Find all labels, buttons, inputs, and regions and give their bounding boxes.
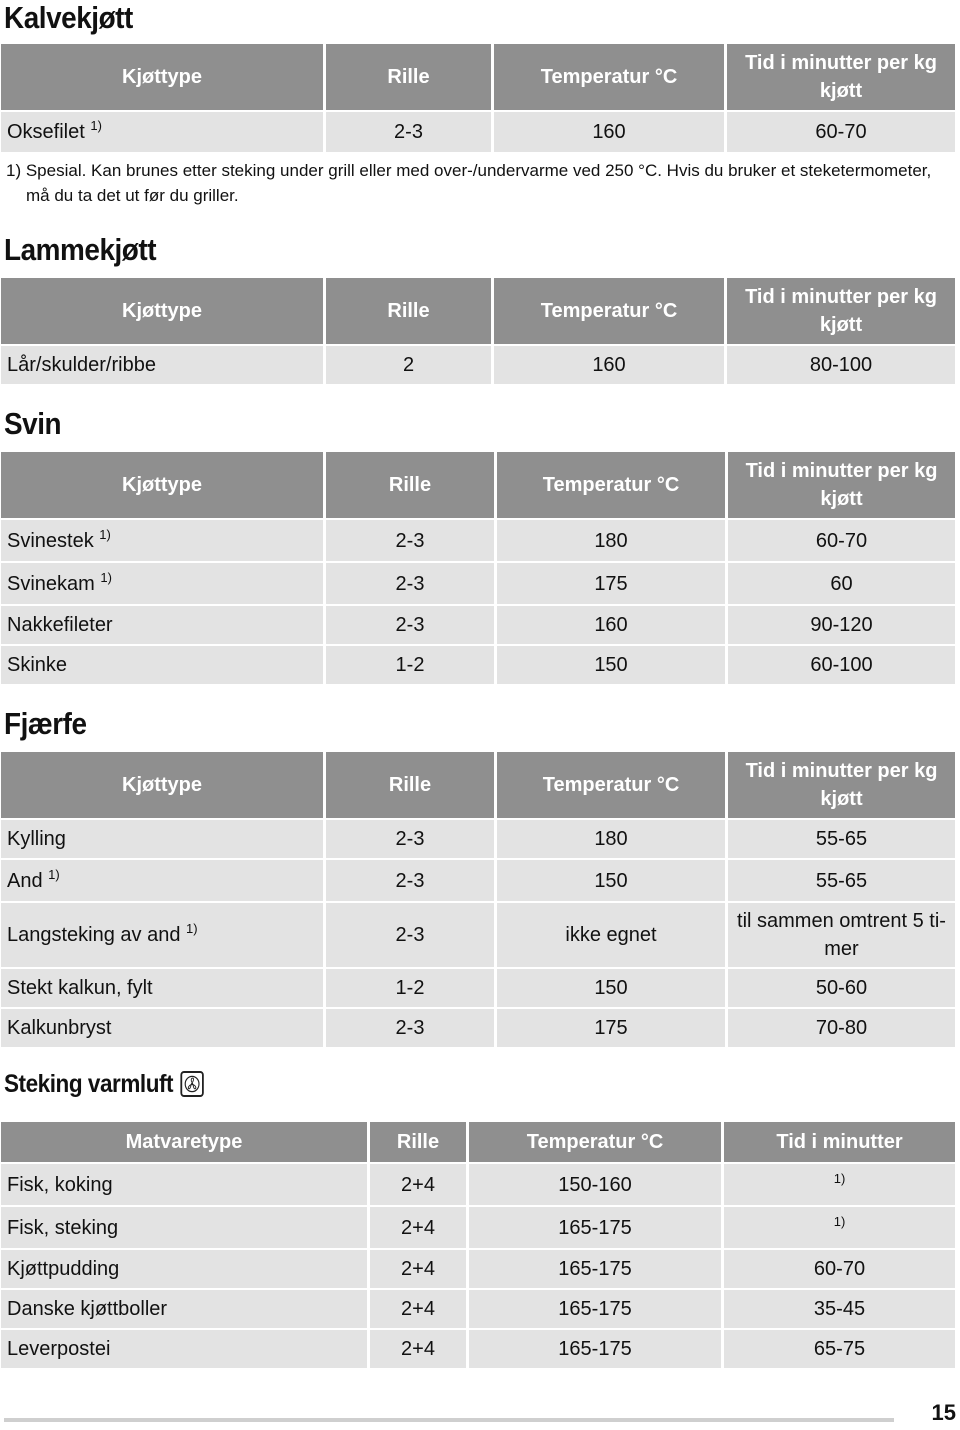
- cell-tid: 60: [728, 561, 955, 604]
- row-label: Kjøttpudding: [1, 1248, 367, 1288]
- col-header: Tid i minutter per kg kjøtt: [728, 752, 955, 818]
- row-label: Kalkunbryst: [1, 1007, 323, 1047]
- cell-temp: 165-175: [469, 1288, 721, 1328]
- cell-tid: 60-70: [724, 1248, 955, 1288]
- section-kalvekjott: [4, 0, 147, 36]
- cell-rille: 1-2: [326, 644, 494, 684]
- col-header: Kjøttype: [1, 44, 323, 110]
- section-title: Kalvekjøtt: [4, 0, 133, 35]
- footnote-ref: 1): [100, 569, 112, 585]
- row-label: Kylling: [1, 818, 323, 858]
- cell-rille: 2+4: [370, 1162, 466, 1205]
- cell-rille: 1-2: [326, 967, 494, 1007]
- col-header: Tid i minutter per kg kjøtt: [727, 44, 955, 110]
- page-number: 15: [931, 1400, 956, 1425]
- cell-rille: 2-3: [326, 901, 494, 967]
- cell-temp: 180: [497, 518, 725, 561]
- cell-temp: 160: [494, 110, 724, 152]
- table-kalvekjott: [0, 44, 958, 152]
- cell-temp: 160: [497, 604, 725, 644]
- table-row: [1, 858, 955, 901]
- cell-temp: 180: [497, 818, 725, 858]
- footnote-ref: 1): [90, 118, 102, 133]
- footnote-ref: 1): [48, 866, 60, 882]
- cell-temp: 160: [494, 344, 724, 384]
- table-row: [1, 561, 955, 604]
- cell-temp: 175: [497, 561, 725, 604]
- row-label: Svinekam: [7, 572, 95, 595]
- cell-tid: 55-65: [728, 858, 955, 901]
- col-header: Tid i minutter per kg kjøtt: [727, 278, 955, 344]
- table-row: [1, 1162, 955, 1205]
- table-header-row: [1, 752, 955, 818]
- cell-tid: til sammen omtrent 5 ti-mer: [728, 901, 955, 967]
- footnote-line: må du ta det ut før du griller.: [26, 186, 239, 205]
- col-header: Temperatur °C: [494, 44, 724, 110]
- cell-tid: 50-60: [728, 967, 955, 1007]
- col-header: Temperatur °C: [497, 752, 725, 818]
- section-svin: [4, 406, 67, 442]
- col-header: Rille: [326, 278, 491, 344]
- cell-rille: 2+4: [370, 1288, 466, 1328]
- row-label: Fisk, steking: [1, 1205, 367, 1248]
- table-row: [1, 110, 955, 152]
- cell-tid: 55-65: [728, 818, 955, 858]
- col-header: Kjøttype: [1, 278, 323, 344]
- row-label: And: [7, 869, 43, 892]
- col-header: Rille: [326, 752, 494, 818]
- col-header: Rille: [326, 452, 494, 518]
- cell-rille: 2+4: [370, 1205, 466, 1248]
- cell-tid: 60-100: [728, 644, 955, 684]
- table-row: [1, 967, 955, 1007]
- cell-rille: 2-3: [326, 604, 494, 644]
- cell-rille: 2: [326, 344, 491, 384]
- section-steking-varmluft: [4, 1066, 226, 1102]
- cell-tid: 60-70: [728, 518, 955, 561]
- section-title-text: Steking varmluft: [4, 1070, 174, 1098]
- cell-rille: 2-3: [326, 858, 494, 901]
- table-row: [1, 818, 955, 858]
- table-header-row: [1, 278, 955, 344]
- row-label: Oksefilet: [7, 121, 85, 143]
- table-fjaerfe: [0, 752, 958, 1047]
- section-lammekjott: [4, 232, 173, 268]
- cell-rille: 2-3: [326, 561, 494, 604]
- footnote-ref: 1): [99, 526, 111, 542]
- row-label: Lår/skulder/ribbe: [1, 344, 323, 384]
- cell-rille: 2-3: [326, 1007, 494, 1047]
- cell-temp: 150: [497, 967, 725, 1007]
- footnote: [6, 158, 956, 208]
- row-label: Stekt kalkun, fylt: [1, 967, 323, 1007]
- footnote-ref: 1): [833, 1170, 846, 1186]
- col-header: Temperatur °C: [497, 452, 725, 518]
- col-header: Temperatur °C: [469, 1122, 721, 1162]
- footnote-ref: 1): [186, 921, 198, 936]
- table-lammekjott: [0, 278, 958, 384]
- cell-tid: [724, 1205, 955, 1248]
- table-header-row: [1, 452, 955, 518]
- col-header: Kjøttype: [1, 452, 323, 518]
- section-title: [4, 1066, 204, 1102]
- table-row: [1, 1205, 955, 1248]
- cell-temp: 175: [497, 1007, 725, 1047]
- cell-tid: 65-75: [724, 1328, 955, 1368]
- cell-tid: 60-70: [727, 110, 955, 152]
- cell-rille: 2-3: [326, 518, 494, 561]
- cell-rille: 2+4: [370, 1328, 466, 1368]
- row-label: Skinke: [1, 644, 323, 684]
- section-title: Svin: [4, 406, 62, 441]
- cell-temp: 150-160: [469, 1162, 721, 1205]
- cell-temp: 150: [497, 858, 725, 901]
- cell-rille: 2-3: [326, 110, 491, 152]
- cell-temp: ikke egnet: [497, 901, 725, 967]
- table-row: [1, 1288, 955, 1328]
- footnote-line: 1) Spesial. Kan brunes etter steking under grill eller med over-/undervarme ved 250 °C. Hvis du bruker et steketermometer,: [6, 161, 932, 180]
- section-title: Lammekjøtt: [4, 232, 157, 267]
- cell-temp: 165-175: [469, 1248, 721, 1288]
- col-header: Temperatur °C: [494, 278, 724, 344]
- table-header-row: [1, 1122, 955, 1162]
- col-header: Tid i minutter per kg kjøtt: [728, 452, 955, 518]
- row-label: Langsteking av and: [7, 924, 181, 946]
- cell-tid: 70-80: [728, 1007, 955, 1047]
- col-header: Matvaretype: [1, 1122, 367, 1162]
- col-header: Rille: [370, 1122, 466, 1162]
- table-row: [1, 344, 955, 384]
- cell-tid: [724, 1162, 955, 1205]
- section-title: Fjærfe: [4, 706, 87, 741]
- section-fjaerfe: [4, 706, 96, 742]
- table-row: [1, 901, 955, 967]
- table-row: [1, 1328, 955, 1368]
- row-label: Danske kjøttboller: [1, 1288, 367, 1328]
- table-row: [1, 604, 955, 644]
- row-label: Svinestek: [7, 529, 94, 552]
- table-row: [1, 644, 955, 684]
- cell-rille: 2-3: [326, 818, 494, 858]
- cell-tid: 35-45: [724, 1288, 955, 1328]
- footer-divider: [4, 1418, 894, 1422]
- fan-oven-icon: [180, 1071, 203, 1097]
- table-row: [1, 518, 955, 561]
- table-row: [1, 1007, 955, 1047]
- cell-temp: 165-175: [469, 1205, 721, 1248]
- cell-tid: 90-120: [728, 604, 955, 644]
- table-steking-varmluft: [0, 1122, 958, 1368]
- cell-rille: 2+4: [370, 1248, 466, 1288]
- row-label: Fisk, koking: [1, 1162, 367, 1205]
- footnote-ref: 1): [833, 1213, 846, 1229]
- row-label: Nakkefileter: [1, 604, 323, 644]
- col-header: Tid i minutter: [724, 1122, 955, 1162]
- table-row: [1, 1248, 955, 1288]
- cell-tid: 80-100: [727, 344, 955, 384]
- row-label: Leverpostei: [1, 1328, 367, 1368]
- cell-temp: 165-175: [469, 1328, 721, 1368]
- table-header-row: [1, 44, 955, 110]
- col-header: Rille: [326, 44, 491, 110]
- cell-temp: 150: [497, 644, 725, 684]
- col-header: Kjøttype: [1, 752, 323, 818]
- table-svin: [0, 452, 958, 684]
